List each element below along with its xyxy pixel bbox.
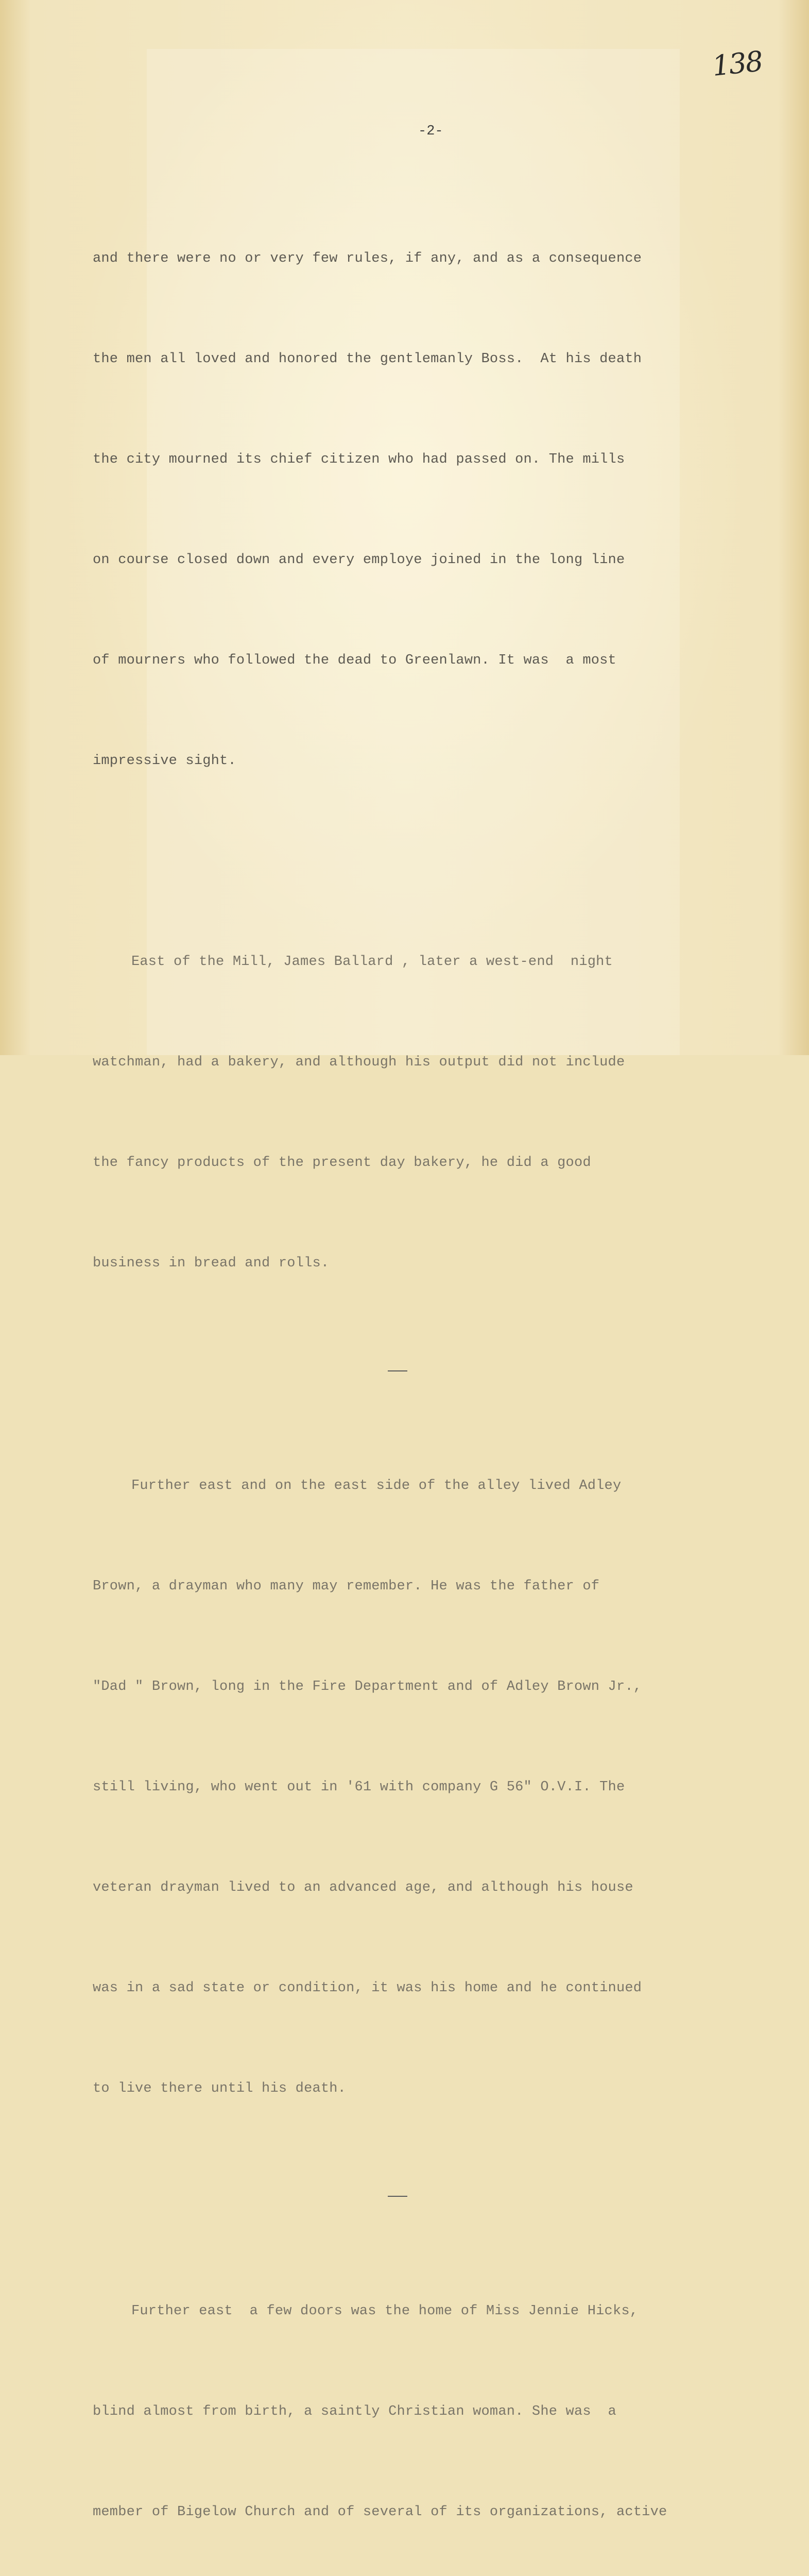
text-line: and there were no or very few rules, if any, and as a consequence <box>93 251 642 266</box>
text-line: impressive sight. <box>93 753 236 769</box>
text-line: on course closed down and every employe joined in the long line <box>93 552 625 568</box>
text-line: "Dad " Brown, long in the Fire Department and of Adley Brown Jr., <box>93 1679 642 1694</box>
text-line: still living, who went out in '61 with company G 56" O.V.I. The <box>93 1780 625 1795</box>
paragraph-4 <box>93 2228 762 2576</box>
paragraph-2 <box>93 878 762 1347</box>
text-line: the fancy products of the present day bakery, he did a good <box>93 1155 591 1171</box>
text-line: business in bread and rolls. <box>93 1256 330 1271</box>
text-line: the city mourned its chief citizen who had passed on. The mills <box>93 452 625 467</box>
text-line: member of Bigelow Church and of several of its organizations, active <box>93 2504 667 2520</box>
text-line: of mourners who followed the dead to Greenlawn. It was a most <box>93 653 616 668</box>
paragraph-1 <box>93 175 762 845</box>
paragraph-3 <box>93 1402 762 2173</box>
text-line: veteran drayman lived to an advanced age, and although his house <box>93 1880 633 1895</box>
section-divider <box>388 2196 407 2197</box>
text-line: watchman, had a bakery, and although his output did not include <box>93 1055 625 1070</box>
text-line: Further east and on the east side of the alley lived Adley <box>131 1478 622 1494</box>
handwritten-page-number: 138 <box>710 45 764 82</box>
text-line: blind almost from birth, a saintly Christian woman. She was a <box>93 2404 616 2419</box>
text-line: Further east a few doors was the home of Miss Jennie Hicks, <box>131 2303 639 2319</box>
text-line: Brown, a drayman who many may remember. He was the father of <box>93 1579 600 1594</box>
typed-body-text <box>93 175 762 2576</box>
folio-number: -2- <box>418 124 443 139</box>
text-line: to live there until his death. <box>93 2081 347 2096</box>
section-divider <box>388 1370 407 1371</box>
text-line: the men all loved and honored the gentlemanly Boss. At his death <box>93 351 642 367</box>
text-line: was in a sad state or condition, it was his home and he continued <box>93 1980 642 1996</box>
text-line: East of the Mill, James Ballard , later a west-end night <box>131 954 613 970</box>
